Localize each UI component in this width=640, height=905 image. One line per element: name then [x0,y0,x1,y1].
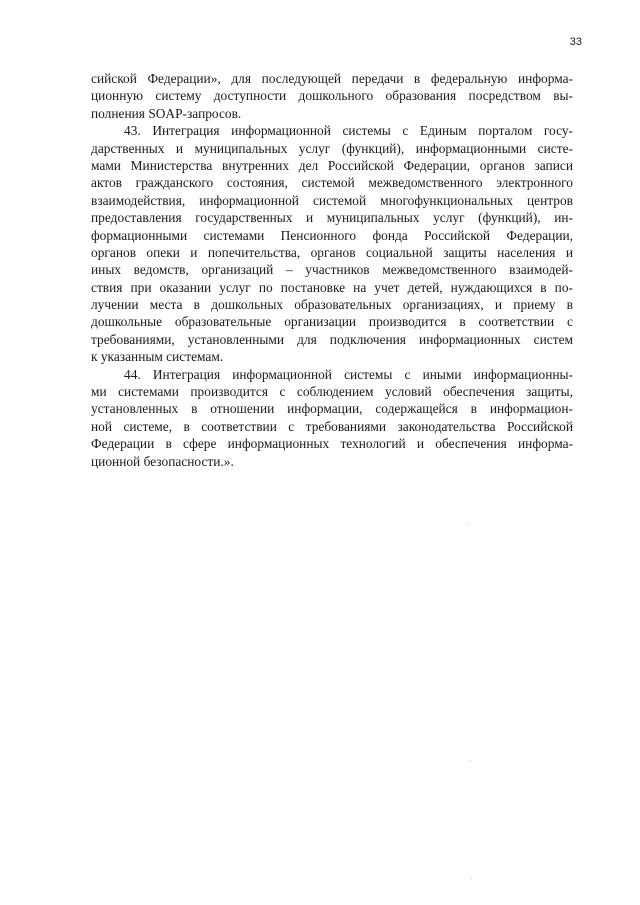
text-line: органов опеки и попечительства, органов социальной защиты населения и [91,244,573,260]
text-line: иных ведомств, организаций – участников межведомственного взаимодей- [91,262,573,278]
paragraph-continuation [91,70,573,122]
text-line: ной системе, в соответствии с требованиями законодательства Российской [91,418,573,434]
text-line: ционную систему доступности дошкольного образования посредством вы- [91,88,573,104]
text-line: актов гражданского состояния, системой межведомственного электронного [91,175,573,191]
text-line: ционной безопасности.». [91,453,234,469]
page-number: 33 [569,36,582,48]
text-line: к указанным системам. [91,349,224,365]
text-line: 43. Интеграция информационной системы с Единым порталом госу- [124,123,573,139]
document-body [91,70,573,470]
paragraph-43 [91,122,573,365]
text-line: требованиями, установленными для подключения информационных систем [91,331,573,347]
scan-speck [467,523,468,524]
scan-speck [471,878,472,879]
text-line: ми системами производится с соблюдением условий обеспечения защиты, [91,384,573,400]
text-line: установленных в отношении информации, содержащейся в информацион- [91,401,573,417]
text-line: мами Министерства внутренних дел Российской Федерации, органов записи [91,157,573,173]
text-line: формационными системами Пенсионного фонда Российской Федерации, [91,227,573,243]
scan-speck [470,760,471,761]
text-line: предоставления государственных и муниципальных услуг (функций), ин- [91,210,573,226]
text-line: ствия при оказании услуг по постановке на учет детей, нуждающихся в по- [91,279,573,295]
text-line: сийской Федерации», для последующей передачи в федеральную информа- [91,71,573,86]
text-line: взаимодействия, информационной системой многофункциональных центров [91,192,573,208]
text-line: Федерации в сфере информационных технологий и обеспечения информа- [91,436,573,452]
text-line: полнения SOAP-запросов. [91,105,242,121]
paragraph-44 [91,366,573,470]
text-line: дарственных и муниципальных услуг (функций), информационными систе- [91,140,573,156]
text-line: дошкольные образовательные организации производится в соответствии с [91,314,573,330]
text-line: 44. Интеграция информационной системы с иными информационны- [124,366,573,382]
text-line: лучении места в дошкольных образовательных организациях, и приему в [91,297,573,313]
